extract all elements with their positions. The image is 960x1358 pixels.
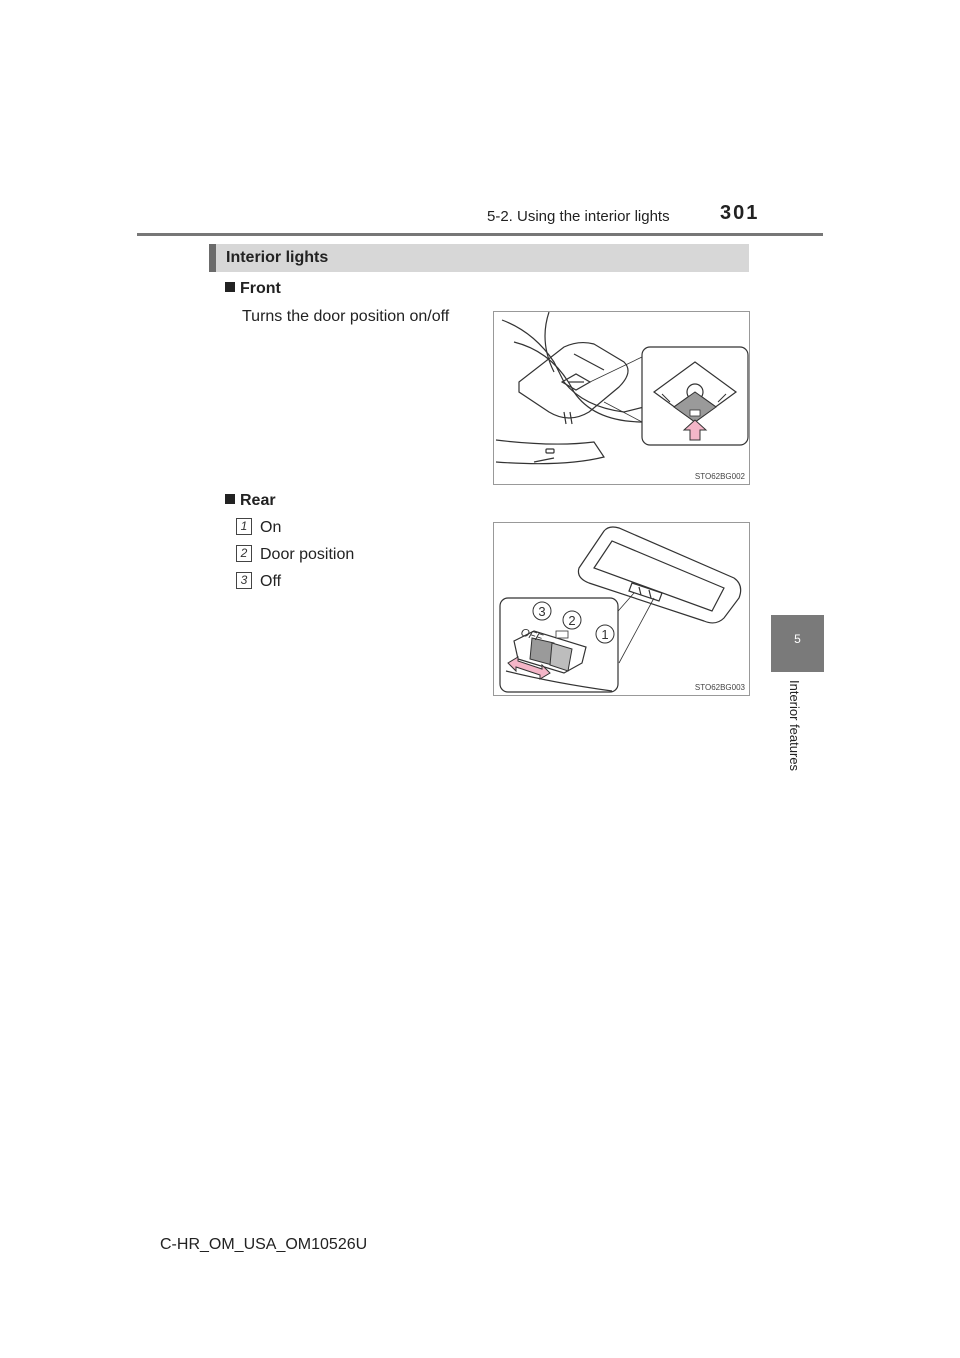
rear-item-on: On (260, 519, 282, 536)
callout-1-label: 1 (601, 627, 609, 642)
running-header-section: 5-2. Using the interior lights (487, 208, 670, 225)
header-rule (137, 233, 823, 236)
rear-heading (225, 492, 276, 510)
off-marking-label: OFF (519, 626, 544, 645)
square-bullet-icon (225, 282, 235, 292)
section-title: Interior lights (226, 249, 329, 266)
step-number-1-icon: 1 (236, 518, 252, 535)
rear-item-door-position: Door position (260, 546, 355, 563)
footer-document-id: C-HR_OM_USA_OM10526U (160, 1236, 368, 1253)
front-heading (225, 280, 281, 298)
square-bullet-icon (225, 494, 235, 504)
front-figure (493, 311, 750, 485)
rear-light-illustration (494, 523, 749, 695)
front-description: Turns the door position on/off (242, 308, 450, 325)
step-number-3-icon: 3 (236, 572, 252, 589)
front-figure-code: STO62BG002 (694, 472, 745, 481)
page-number: 301 (720, 202, 760, 224)
chapter-tab-number: 5 (794, 632, 801, 646)
section-title-bar (209, 244, 749, 272)
front-heading-text: Front (240, 280, 281, 297)
rear-item-off: Off (260, 573, 282, 590)
rear-figure-code: STO62BG003 (694, 683, 745, 692)
callout-3-label: 3 (538, 604, 546, 619)
step-number-2-icon: 2 (236, 545, 252, 562)
chapter-tab-label: Interior features (787, 680, 802, 772)
front-light-illustration (494, 312, 749, 484)
rear-figure (493, 522, 750, 696)
rear-heading-text: Rear (240, 492, 276, 509)
callout-2-label: 2 (568, 613, 576, 628)
